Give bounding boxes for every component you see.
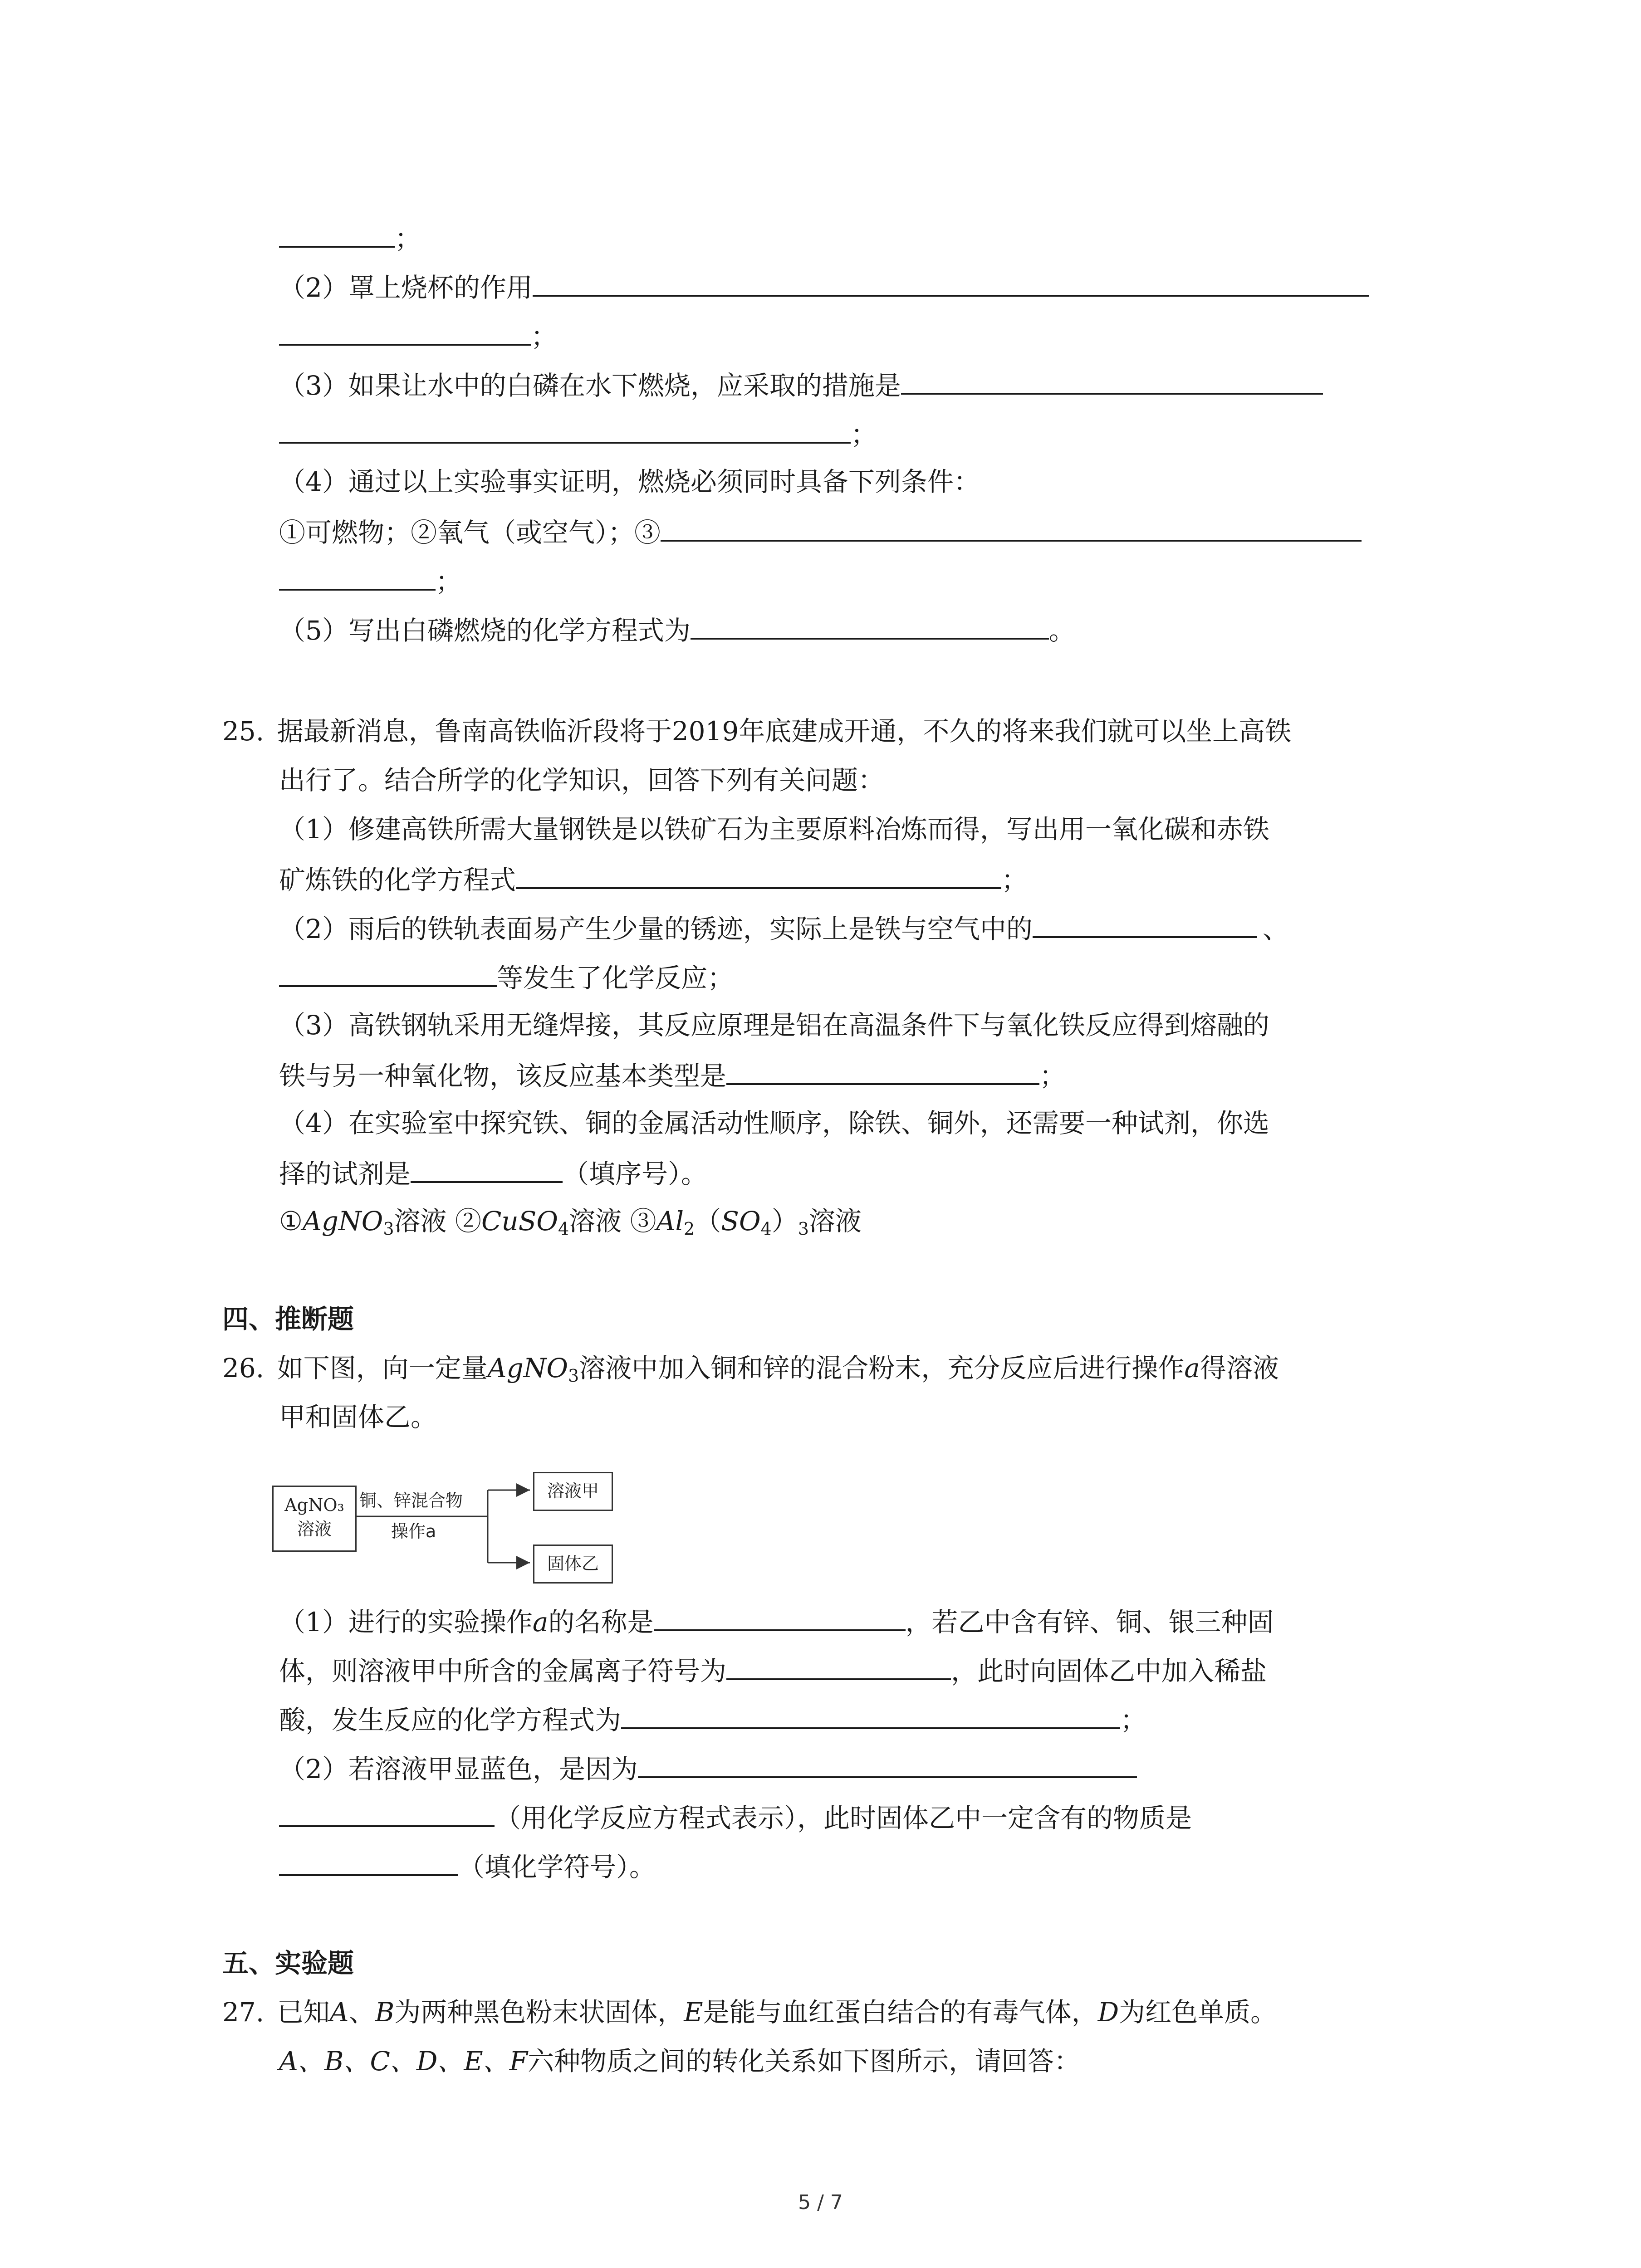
q24-punct: 。 [1048, 615, 1075, 646]
q25-punct: ； [1001, 865, 1028, 895]
q25-stem: 据最新消息，鲁南高铁临沂段将于2019年底建成开通，不久的将来我们就可以坐上高铁 [277, 716, 1292, 747]
chem-formula: CuSO [481, 1206, 558, 1237]
section-title-4 [222, 1301, 354, 1337]
q27-stem: 为两种黑色粉末状固体， [394, 1997, 684, 2028]
answer-blank[interactable] [279, 958, 497, 987]
q26-punct: ； [1120, 1705, 1147, 1735]
q26-part2-line-3 [279, 1847, 656, 1883]
answer-blank[interactable] [726, 1651, 951, 1680]
answer-blank[interactable] [621, 1700, 1120, 1729]
q24-part3-text: （3）如果让水中的白磷在水下燃烧，应采取的措施是 [279, 370, 901, 401]
q26-part1-text: （1）进行的实验操作 [279, 1607, 533, 1637]
q24-punct: ； [395, 223, 421, 254]
answer-blank[interactable] [279, 219, 395, 248]
answer-blank[interactable] [901, 366, 1323, 395]
q27-stem: 是能与血红蛋白结合的有毒气体， [703, 1997, 1098, 2028]
q25-part2-cont: 等发生了化学反应； [497, 963, 734, 993]
q25-line-1 [222, 713, 1291, 749]
answer-blank[interactable] [279, 562, 436, 591]
answer-blank[interactable] [279, 1847, 458, 1876]
variable: B [375, 1997, 395, 2028]
answer-blank[interactable] [726, 1056, 1039, 1085]
chem-formula: SO [721, 1206, 761, 1237]
option-text: 溶液 ② [394, 1206, 481, 1237]
q26-part1-line-3 [279, 1700, 1146, 1736]
answer-blank[interactable] [516, 860, 1001, 889]
q25-line-4 [279, 860, 1028, 896]
question-number: 26. [222, 1353, 265, 1383]
q26-part1-cont: ，此时向固体乙中加入稀盐 [951, 1656, 1267, 1686]
answer-blank[interactable] [411, 1154, 563, 1183]
q27-stem: 、 [348, 1997, 375, 2028]
q25-line-5 [279, 909, 1289, 945]
q26-part2-line-1 [279, 1749, 1137, 1785]
q25-part2-text: （2）雨后的铁轨表面易产生少量的锈迹，实际上是铁与空气中的 [279, 914, 1033, 944]
q26-part1-line-2 [279, 1651, 1267, 1687]
output-box-1 [533, 1472, 613, 1511]
start-box-line2: 溶液 [297, 1519, 332, 1539]
arrow-label-bottom: 操作a [391, 1521, 436, 1541]
answer-blank[interactable] [279, 415, 851, 444]
q25-line-9 [279, 1105, 1269, 1141]
answer-blank[interactable] [533, 268, 1369, 297]
q24-punct: ； [531, 321, 558, 352]
subscript: 4 [760, 1219, 772, 1239]
q25-part3-cont: 铁与另一种氧化物，该反应基本类型是 [279, 1061, 727, 1091]
q24-punct: ； [851, 419, 877, 450]
q24-line-2 [279, 268, 1369, 304]
subscript: 3 [568, 1366, 579, 1386]
page-number-text: 5 / 7 [798, 2191, 843, 2214]
section-title-5 [222, 1945, 354, 1981]
q26-part2-text: （2）若溶液甲显蓝色，是因为 [279, 1754, 638, 1784]
q24-line-3 [279, 317, 557, 353]
answer-blank[interactable] [654, 1602, 906, 1631]
q25-stem-cont: 出行了。结合所学的化学知识，回答下列有关问题： [279, 765, 885, 796]
q25-part3-text: （3）高铁钢轨采用无缝焊接，其反应原理是铝在高温条件下与氧化铁反应得到熔融的 [279, 1010, 1269, 1041]
q24-line-7 [279, 513, 1362, 549]
output-label-1: 溶液甲 [547, 1481, 599, 1501]
q25-punct: 、 [1262, 914, 1289, 944]
q25-punct: ； [1039, 1061, 1066, 1091]
option-marker: ① [279, 1206, 303, 1237]
q27-stem: 为红色单质。 [1119, 1997, 1277, 2028]
subscript: 3 [383, 1219, 394, 1239]
q25-line-6 [279, 958, 734, 994]
chem-formula: Al [656, 1206, 684, 1237]
q25-line-3 [279, 811, 1269, 847]
output-label-2: 固体乙 [547, 1554, 599, 1574]
q25-options [279, 1203, 862, 1239]
q26-line-2 [279, 1399, 437, 1435]
q25-part4-cont: 择的试剂是 [279, 1158, 411, 1189]
output-box-2 [533, 1545, 613, 1584]
q25-part4-text: （4）在实验室中探究铁、铜的金属活动性顺序，除铁、铜外，还需要一种试剂，你选 [279, 1108, 1269, 1139]
variable: D [1097, 1997, 1119, 2028]
answer-blank[interactable] [279, 1798, 495, 1827]
q24-line-6 [279, 464, 980, 500]
flow-diagram [272, 1458, 635, 1594]
q25-line-7 [279, 1007, 1269, 1043]
q25-line-10 [279, 1154, 707, 1190]
arrow-label-top: 铜、锌混合物 [359, 1491, 463, 1510]
subscript: 3 [798, 1219, 809, 1239]
q24-line-1 [279, 219, 421, 255]
q26-part1-cont: 体，则溶液甲中所含的金属离子符号为 [279, 1656, 727, 1686]
answer-blank[interactable] [691, 611, 1049, 640]
question-number: 27. [222, 1997, 265, 2028]
subscript: 4 [558, 1219, 569, 1239]
variable: a [532, 1607, 549, 1637]
chem-formula: AgNO [487, 1353, 568, 1383]
q26-stem: 溶液中加入铜和锌的混合粉末，充分反应后进行操作 [579, 1353, 1185, 1383]
variable: E [684, 1997, 703, 2028]
answer-blank[interactable] [661, 513, 1362, 542]
subscript: 2 [684, 1219, 695, 1239]
q26-stem: 得溶液 [1200, 1353, 1279, 1383]
chem-formula: AgNO [303, 1206, 383, 1237]
variable: a [1184, 1353, 1200, 1383]
q26-stem: 如下图，向一定量 [277, 1353, 488, 1383]
q25-line-2 [279, 762, 884, 798]
option-text: ） [771, 1206, 798, 1237]
start-box-line1: AgNO₃ [284, 1495, 344, 1515]
q24-part5-text: （5）写出白磷燃烧的化学方程式为 [279, 615, 691, 646]
section-heading: 四、推断题 [222, 1304, 354, 1334]
q24-line-4 [279, 366, 1323, 402]
q27-stem-cont: 六种物质之间的转化关系如下图所示，请回答： [527, 2046, 1080, 2077]
q24-line-9 [279, 611, 1075, 647]
section-heading: 五、实验题 [222, 1948, 354, 1979]
q27-line-1 [222, 1994, 1277, 2030]
q26-part1-text: 的名称是 [548, 1607, 654, 1637]
q26-part2-cont: （填化学符号）。 [458, 1852, 656, 1882]
question-number: 25. [222, 716, 265, 747]
q26-part1-line-1 [279, 1602, 1274, 1638]
q27-line-2 [279, 2043, 1080, 2079]
answer-blank[interactable] [638, 1749, 1137, 1778]
q25-line-8 [279, 1056, 1066, 1092]
answer-blank[interactable] [1033, 909, 1257, 938]
q26-line-1 [222, 1350, 1279, 1386]
option-text: （ [695, 1206, 721, 1237]
q26-stem-cont: 甲和固体乙。 [279, 1402, 437, 1432]
q24-part4-text: （4）通过以上实验事实证明，燃烧必须同时具备下列条件： [279, 466, 980, 497]
q24-line-8 [279, 562, 462, 598]
q26-part1-text: ，若乙中含有锌、铜、银三种固 [905, 1607, 1274, 1637]
option-text: 溶液 ③ [569, 1206, 656, 1237]
q24-punct: ； [436, 566, 462, 597]
q24-conditions-text: ①可燃物；②氧气（或空气）；③ [279, 517, 661, 548]
variable: A [329, 1997, 349, 2028]
q26-part2-line-2 [279, 1798, 1192, 1834]
q27-stem: 已知 [277, 1997, 330, 2028]
answer-blank[interactable] [279, 317, 531, 346]
variable-list: A、B、C、D、E、F [279, 2046, 528, 2077]
q25-part1-cont: 矿炼铁的化学方程式 [279, 865, 516, 895]
q24-part2-text: （2）罩上烧杯的作用 [279, 272, 533, 303]
start-box [272, 1486, 357, 1552]
option-text: 溶液 [808, 1206, 862, 1237]
q26-part1-cont: 酸，发生反应的化学方程式为 [279, 1705, 622, 1735]
page-number [0, 2191, 1641, 2214]
q26-part2-cont: （用化学反应方程式表示），此时固体乙中一定含有的物质是 [495, 1803, 1192, 1833]
q25-part1-text: （1）修建高铁所需大量钢铁是以铁矿石为主要原料冶炼而得，写出用一氧化碳和赤铁 [279, 814, 1269, 845]
q25-part4-note: （填序号）。 [563, 1158, 708, 1189]
q24-line-5 [279, 415, 877, 451]
